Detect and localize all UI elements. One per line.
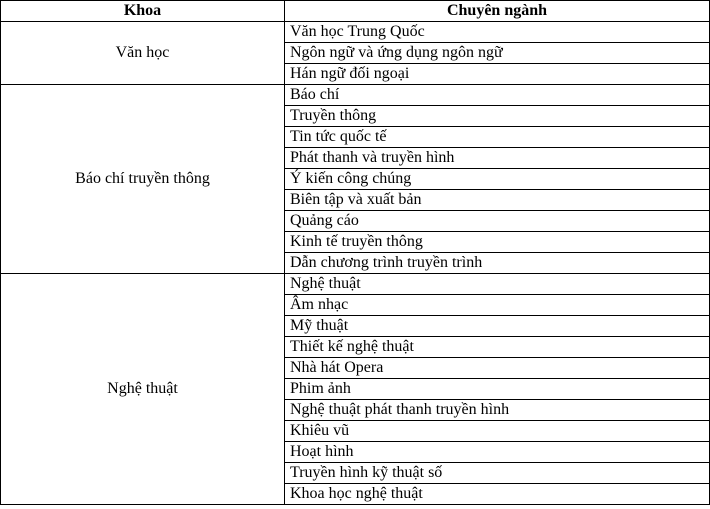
major-cell: Hoạt hình (285, 442, 710, 463)
major-cell: Âm nhạc (285, 295, 710, 316)
table-row (1, 274, 710, 295)
major-cell: Nhà hát Opera (285, 358, 710, 379)
major-cell: Khoa học nghệ thuật (285, 484, 710, 505)
major-cell: Ý kiến công chúng (285, 169, 710, 190)
major-cell: Nghệ thuật (285, 274, 710, 295)
faculty-cell: Văn học (1, 22, 285, 85)
faculty-cell: Báo chí truyền thông (1, 85, 285, 274)
major-cell: Biên tập và xuất bản (285, 190, 710, 211)
header-faculty: Khoa (1, 1, 285, 22)
major-cell: Ngôn ngữ và ứng dụng ngôn ngữ (285, 43, 710, 64)
major-cell: Văn học Trung Quốc (285, 22, 710, 43)
major-cell: Báo chí (285, 85, 710, 106)
major-cell: Truyền hình kỹ thuật số (285, 463, 710, 484)
major-cell: Truyền thông (285, 106, 710, 127)
major-cell: Khiêu vũ (285, 421, 710, 442)
major-cell: Phim ảnh (285, 379, 710, 400)
major-cell: Hán ngữ đối ngoại (285, 64, 710, 85)
faculty-cell: Nghệ thuật (1, 274, 285, 505)
table-body (1, 22, 710, 505)
major-cell: Phát thanh và truyền hình (285, 148, 710, 169)
header-major: Chuyên ngành (285, 1, 710, 22)
table-row (1, 22, 710, 43)
table-row (1, 85, 710, 106)
major-cell: Tin tức quốc tế (285, 127, 710, 148)
major-cell: Nghệ thuật phát thanh truyền hình (285, 400, 710, 421)
major-cell: Dẫn chương trình truyền trình (285, 253, 710, 274)
major-cell: Thiết kế nghệ thuật (285, 337, 710, 358)
major-cell: Quảng cáo (285, 211, 710, 232)
header-row (1, 1, 710, 22)
major-cell: Mỹ thuật (285, 316, 710, 337)
major-cell: Kinh tế truyền thông (285, 232, 710, 253)
